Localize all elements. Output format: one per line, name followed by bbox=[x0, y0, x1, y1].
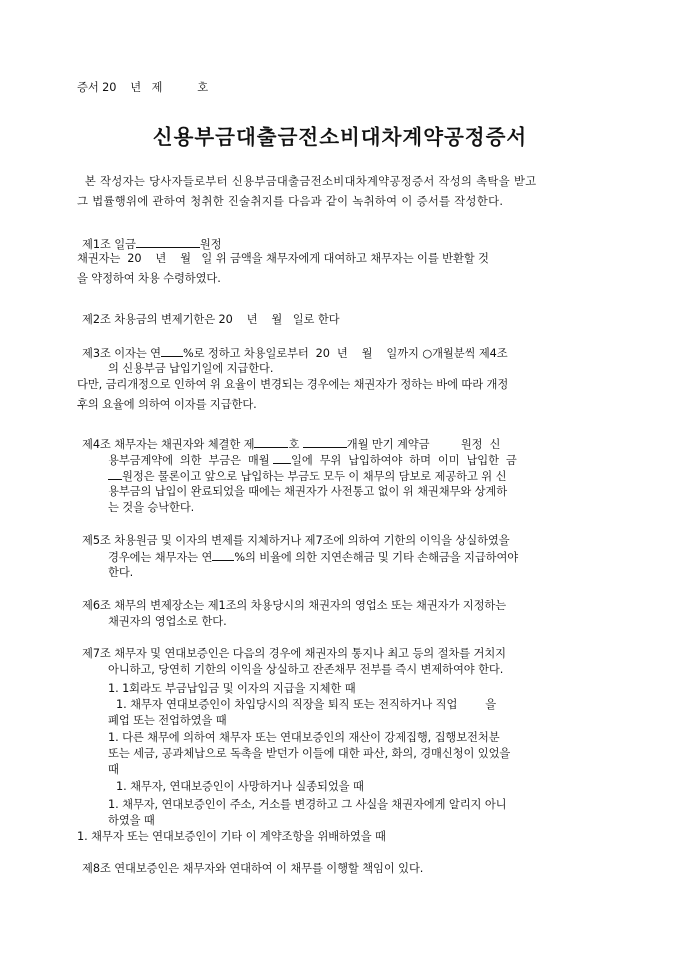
article-5-line-2: 경우에는 채무자는 연 %의 비율에 의한 지연손해금 및 기타 손해금을 지급하여야 bbox=[108, 551, 519, 564]
article-6-line-1: 제6조 채무의 변제장소는 제1조의 차용당시의 채권자의 영업소 또는 채권자가 지정하는 bbox=[82, 599, 507, 612]
article-7-item-6: 1. 채무자 또는 연대보증인이 기타 이 계약조항을 위배하였을 때 bbox=[77, 830, 386, 843]
article-3-line-3: 다만, 금리개정으로 인하여 위 요율이 변경되는 경우에는 채권자가 정하는 바에 따라 개정 bbox=[77, 378, 509, 391]
preamble-line-2: 그 법률행위에 관하여 청취한 진술취지를 다음과 같이 녹취하여 이 증서를 작성한다. bbox=[77, 195, 504, 208]
article-1-line-2: 을 약정하여 차용 수령하였다. bbox=[77, 272, 221, 285]
article-7-item-3-cont-2: 때 bbox=[108, 763, 119, 776]
article-4-line-1: 제4조 채무자는 채권자와 체결한 제 호 개월 만기 계약금 원정 신 bbox=[82, 438, 501, 451]
interest-rate-blank bbox=[161, 345, 183, 357]
article-4-line-5: 는 것을 승낙한다. bbox=[108, 501, 195, 514]
penalty-rate-blank bbox=[212, 549, 234, 561]
months-blank bbox=[303, 436, 347, 448]
article-8: 제8조 연대보증인은 채무자와 연대하여 이 채무를 이행할 책임이 있다. bbox=[82, 862, 424, 875]
article-7-item-2-cont: 폐업 또는 전업하였을 때 bbox=[108, 714, 227, 727]
article-7-line-1: 제7조 채무자 및 연대보증인은 다음의 경우에 채권자의 통지나 최고 등의 절차를 거치지 bbox=[82, 647, 506, 660]
article-4-line-2: 용부금계약에 의한 부금은 매월 일에 무위 납입하여야 하며 이미 납입한 금 bbox=[108, 454, 517, 467]
article-3-line-4: 후의 요율에 의하여 이자를 지급한다. bbox=[77, 398, 257, 411]
article-4-line-4: 용부금의 납입이 완료되었을 때에는 채권자가 사전통고 없이 위 채권채무와 상계하 bbox=[108, 485, 508, 498]
article-4-line-3: 원정은 물론이고 앞으로 납입하는 부금도 모두 이 채무의 담보로 제공하고 위 신 bbox=[108, 468, 506, 485]
article-2: 제2조 차용금의 변제기한은 20 년 월 일로 한다 bbox=[82, 313, 340, 326]
amount-blank bbox=[136, 236, 200, 248]
article-7-item-2: 1. 채무자 연대보증인이 차입당시의 직장을 퇴직 또는 전직하거나 직업 을 bbox=[116, 698, 497, 711]
article-3-line-1: 제3조 이자는 연 %로 정하고 차용일로부터 20 년 월 일까지 ○개월분씩 제4조 bbox=[82, 347, 508, 360]
article-7-item-3-cont-1: 또는 세금, 공과체납으로 독촉을 받던가 이들에 대한 파산, 화의, 경매신청이 있었을 bbox=[108, 747, 511, 760]
article-7-item-5-cont: 하였을 때 bbox=[108, 814, 155, 827]
article-7-line-2: 아니하고, 당연히 기한의 이익을 상실하고 잔존채무 전부를 즉시 변제하여야 한다. bbox=[108, 663, 504, 676]
article-7-item-3: 1. 다른 채무에 의하여 채무자 또는 연대보증인의 재산이 강제집행, 집행보전처분 bbox=[108, 731, 500, 744]
deed-number-line: 증서 20 년 제 호 bbox=[77, 81, 209, 94]
article-6-line-2: 채권자의 영업소로 한다. bbox=[108, 615, 227, 628]
article-3-line-2: 의 신용부금 납입기일에 지급한다. bbox=[108, 362, 274, 375]
article-7-item-4: 1. 채무자, 연대보증인이 사망하거나 실종되었을 때 bbox=[116, 780, 364, 793]
paid-amount-blank bbox=[108, 468, 122, 480]
article-7-item-1: 1. 1회라도 부금납입금 및 이자의 지급을 지체한 때 bbox=[108, 682, 356, 695]
article-5-line-3: 한다. bbox=[108, 566, 134, 579]
article-1-amount: 제1조 일금 원정 bbox=[82, 238, 222, 251]
preamble-line-1: 본 작성자는 당사자들로부터 신용부금대출금전소비대차계약공정증서 작성의 촉탁을 받고 bbox=[77, 175, 537, 188]
article-7-item-5: 1. 채무자, 연대보증인이 주소, 거소를 변경하고 그 사실을 채권자에게 알리지 아니 bbox=[108, 798, 507, 811]
monthly-day-blank bbox=[273, 452, 291, 464]
article-5-line-1: 제5조 차용원금 및 이자의 변제를 지체하거나 제7조에 의하여 기한의 이익을 상실하였을 bbox=[82, 534, 510, 547]
contract-no-blank bbox=[254, 436, 288, 448]
document-title: 신용부금대출금전소비대차계약공정증서 bbox=[152, 125, 528, 149]
article-1-line-1: 채권자는 20 년 월 일 위 금액을 채무자에게 대여하고 채무자는 이를 반환할 것 bbox=[77, 252, 489, 265]
